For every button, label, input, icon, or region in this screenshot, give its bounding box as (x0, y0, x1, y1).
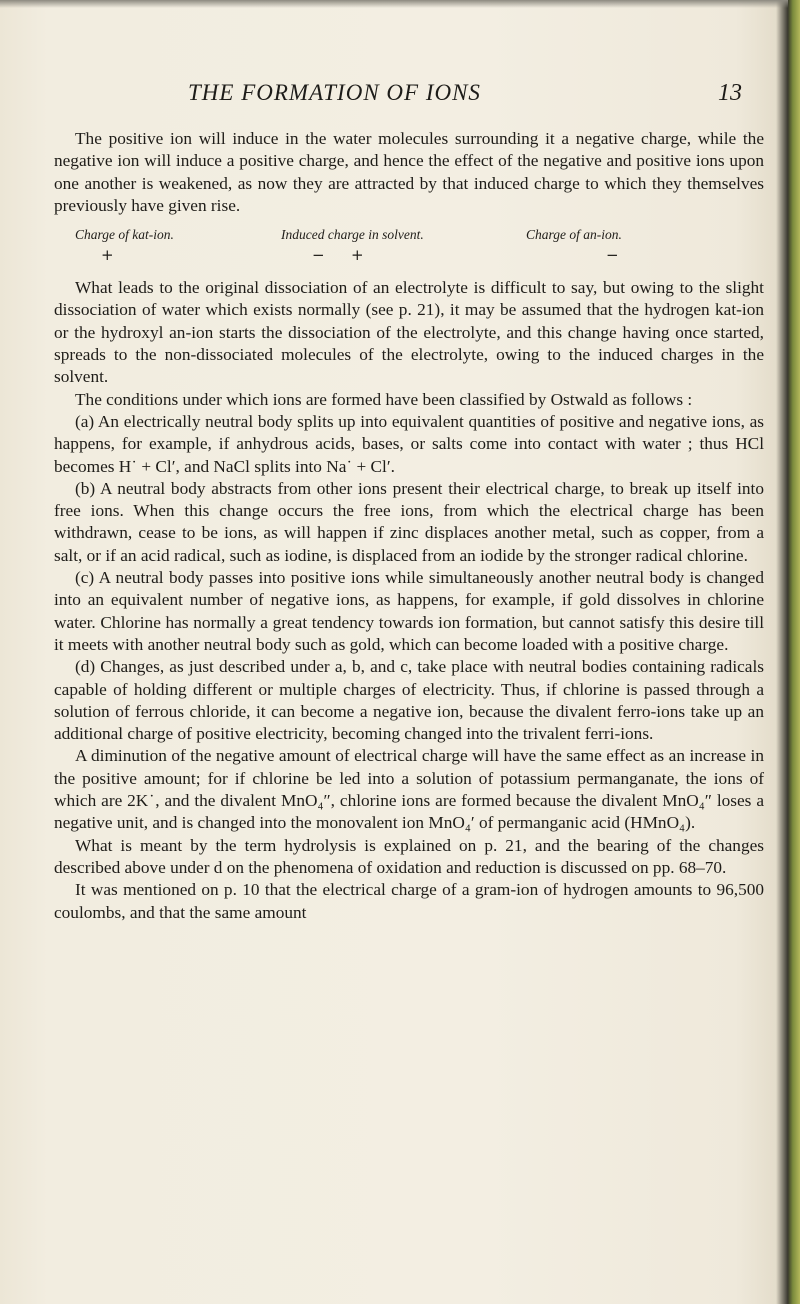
running-title: THE FORMATION OF IONS (188, 80, 481, 105)
kation-charge-label: Charge of kat-ion. (75, 227, 174, 243)
paragraph-gram-ion: It was mentioned on p. 10 that the electrical charge of a gram-ion of hydrogen amounts to 96,500 coulombs, and that the same amount (54, 880, 764, 922)
page-number: 13 (718, 80, 742, 106)
induced-minus-sign: − (312, 246, 325, 265)
paragraph-hydrolysis: What is meant by the term hydrolysis is explained on p. 21, and the bearing of the changes described above under d on the phenomena of oxidation and reduction is discussed on pp. 68–70. (54, 835, 764, 877)
paragraph-dissociation: What leads to the original dissociation of an electrolyte is difficult to say, but owing to the slight dissociation of water which exists normally (see p. 21), it may be assumed that the hydrogen kat-ion or the hydroxyl an-ion starts the dissociation of the electrolyte, and this change having once started, spreads to the non-dissociated molecules of the electrolyte, owing to the induced charges in the solvent. (54, 278, 764, 387)
kation-plus-sign: + (101, 246, 114, 265)
paragraph-induced-charge: The positive ion will induce in the water molecules surrounding it a negative charge, while the negative ion will induce a positive charge, and hence the effect of the negative and positive ions upon one another is weakened, as now they are attracted by that induced charge to which they themselves previously have given rise. (54, 129, 764, 215)
anion-minus-sign: − (606, 246, 619, 265)
paragraph-ostwald: The conditions under which ions are formed have been classified by Ostwald as follows : (75, 389, 693, 409)
charge-diagram (54, 224, 764, 272)
paragraph-condition-b: (b) A neutral body abstracts from other ions present their electrical charge, to break up itself into free ions. When this change occurs the free ions, from which the electrical charge has been withdrawn, cease to be ions, as will happen if zinc displaces another metal, such as copper, from a salt, or if an acid radical, such as iodine, is displaced from an iodide by the stronger radical chlorine. (54, 478, 764, 565)
paragraph-condition-a: (a) An electrically neutral body splits up into equivalent quantities of positive and negative ions, as happens, for example, if anhydrous acids, bases, or salts come into contact with water ; thus HCl becomes H˙ + Cl′, and NaCl splits into Na˙ + Cl′. (54, 411, 764, 476)
paragraph-condition-d: (d) Changes, as just described under a, b, and c, take place with neutral bodies containing radicals capable of holding different or multiple charges of electricity. Thus, if chlorine is passed through a solution of ferrous chloride, it can become a negative ion, because the divalent ferro-ions take up an additional charge of positive electricity, becoming changed into the trivalent ferri-ions. (54, 657, 764, 744)
scan-top-shadow (0, 0, 800, 8)
paragraph-condition-c: (c) A neutral body passes into positive ions while simultaneously another neutral body is changed into an equivalent number of negative ions, as happens, for example, if gold dissolves in chlorine water. Chlorine has normally a great tendency towards ion formation, but cannot satisfy this desire till it meets with another neutral body such as gold, which can become loaded with a positive charge. (54, 568, 764, 654)
induced-charge-label: Induced charge in solvent. (281, 227, 424, 243)
paragraph-permanganate: A diminution of the negative amount of electrical charge will have the same effect as an increase in the positive amount; for if chlorine be led into a solution of potassium permanganate, the ions of which are 2K˙, and the divalent MnO₄″, chlorine ions are formed because the divalent MnO₄″ loses a negative unit, and is changed into the monovalent ion MnO₄′ of permanganic acid (HMnO₄). (54, 746, 764, 833)
book-edge (788, 0, 800, 1304)
anion-charge-label: Charge of an-ion. (526, 227, 622, 243)
body-text (54, 128, 764, 924)
induced-plus-sign: + (351, 246, 364, 265)
page-header (0, 80, 780, 110)
